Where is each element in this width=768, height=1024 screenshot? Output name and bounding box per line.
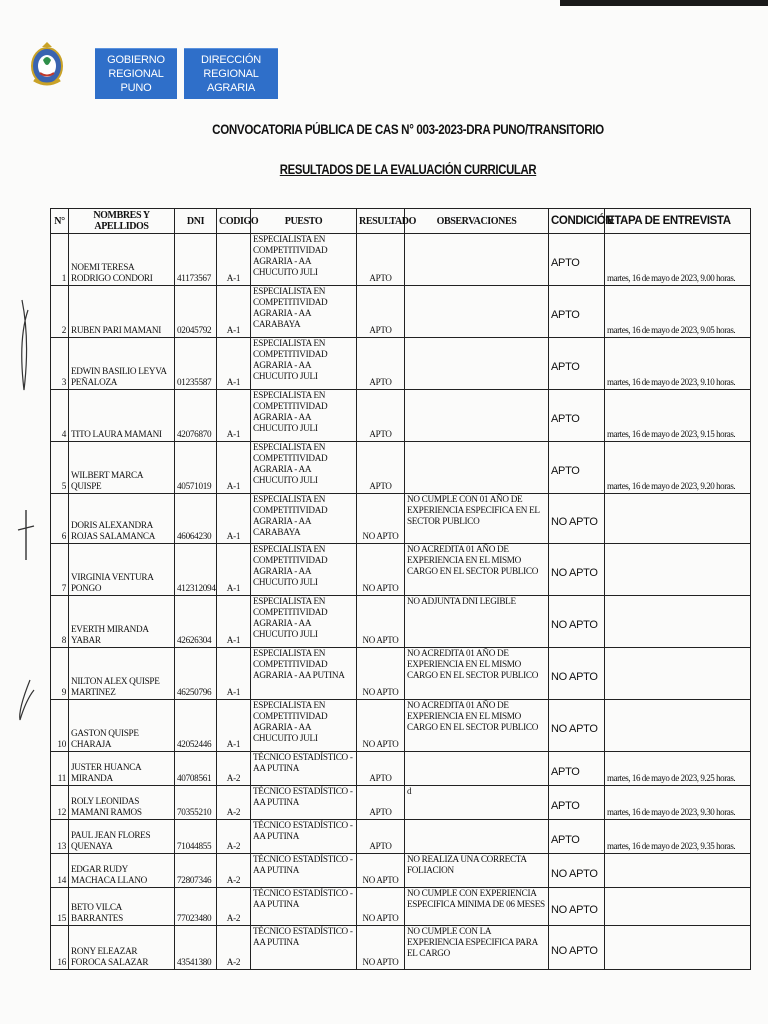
cell-nombre: NOEMI TERESA RODRIGO CONDORI — [69, 234, 175, 286]
cell-puesto: ESPECIALISTA EN COMPETITIVIDAD AGRARIA - AA CHUCUITO JULI — [251, 390, 357, 442]
cell-puesto: ESPECIALISTA EN COMPETITIVIDAD AGRARIA - AA CARABAYA — [251, 286, 357, 338]
cell-resultado: NO APTO — [357, 700, 405, 752]
cell-etapa: martes, 16 de mayo de 2023, 9.05 horas. — [605, 286, 751, 338]
cell-etapa — [605, 596, 751, 648]
cell-nombre: WILBERT MARCA QUISPE — [69, 442, 175, 494]
cell-resultado: APTO — [357, 286, 405, 338]
cell-nombre: VIRGINIA VENTURA PONGO — [69, 544, 175, 596]
cell-codigo: A-1 — [217, 544, 251, 596]
cell-n: 13 — [51, 820, 69, 854]
table-row — [51, 390, 751, 442]
cell-puesto: ESPECIALISTA EN COMPETITIVIDAD AGRARIA - AA CHUCUITO JULI — [251, 596, 357, 648]
cell-obs: NO CUMPLE CON 01 AÑO DE EXPERIENCIA ESPECIFICA EN EL SECTOR PUBLICO — [405, 494, 549, 544]
cell-n: 5 — [51, 442, 69, 494]
cell-etapa: martes, 16 de mayo de 2023, 9.15 horas. — [605, 390, 751, 442]
cell-condicion: NO APTO — [549, 648, 605, 700]
cell-n: 15 — [51, 888, 69, 926]
cell-obs: NO ACREDITA 01 AÑO DE EXPERIENCIA EN EL MISMO CARGO EN EL SECTOR PUBLICO — [405, 700, 549, 752]
cell-nombre: ROLY LEONIDAS MAMANI RAMOS — [69, 786, 175, 820]
cell-resultado: APTO — [357, 390, 405, 442]
cell-resultado: NO APTO — [357, 596, 405, 648]
column-header: N° — [51, 209, 69, 234]
cell-obs — [405, 752, 549, 786]
cell-nombre: EDGAR RUDY MACHACA LLANO — [69, 854, 175, 888]
cell-etapa: martes, 16 de mayo de 2023, 9.35 horas. — [605, 820, 751, 854]
cell-n: 12 — [51, 786, 69, 820]
cell-nombre: BETO VILCA BARRANTES — [69, 888, 175, 926]
cell-etapa — [605, 700, 751, 752]
cell-obs: NO ACREDITA 01 AÑO DE EXPERIENCIA EN EL MISMO CARGO EN EL SECTOR PUBLICO — [405, 544, 549, 596]
table-row — [51, 234, 751, 286]
cell-n: 11 — [51, 752, 69, 786]
column-header: CODIGO — [217, 209, 251, 234]
cell-dni: 41173567 — [175, 234, 217, 286]
cell-dni: 71044855 — [175, 820, 217, 854]
cell-resultado: APTO — [357, 442, 405, 494]
cell-codigo: A-1 — [217, 494, 251, 544]
cell-resultado: APTO — [357, 752, 405, 786]
cell-obs — [405, 442, 549, 494]
cell-condicion: APTO — [549, 338, 605, 390]
cell-etapa — [605, 648, 751, 700]
gobierno-regional-badge — [95, 48, 177, 99]
cell-dni: 02045792 — [175, 286, 217, 338]
cell-n: 6 — [51, 494, 69, 544]
cell-codigo: A-1 — [217, 286, 251, 338]
column-header: OBSERVACIONES — [405, 209, 549, 234]
cell-codigo: A-1 — [217, 234, 251, 286]
cell-etapa: martes, 16 de mayo de 2023, 9.25 horas. — [605, 752, 751, 786]
cell-n: 16 — [51, 926, 69, 970]
cell-n: 10 — [51, 700, 69, 752]
cell-condicion: NO APTO — [549, 888, 605, 926]
cell-condicion: NO APTO — [549, 926, 605, 970]
regional-seal-icon — [30, 40, 64, 90]
badge-line: REGIONAL AGRARIA — [203, 68, 259, 94]
cell-puesto: TÉCNICO ESTADÍSTICO - AA PUTINA — [251, 926, 357, 970]
table-row — [51, 786, 751, 820]
cell-nombre: PAUL JEAN FLORES QUENAYA — [69, 820, 175, 854]
cell-resultado: APTO — [357, 820, 405, 854]
cell-puesto: TÉCNICO ESTADÍSTICO - AA PUTINA — [251, 752, 357, 786]
cell-puesto: ESPECIALISTA EN COMPETITIVIDAD AGRARIA - AA CHUCUITO JULI — [251, 338, 357, 390]
cell-dni: 72807346 — [175, 854, 217, 888]
cell-dni: 43541380 — [175, 926, 217, 970]
cell-puesto: ESPECIALISTA EN COMPETITIVIDAD AGRARIA - AA CARABAYA — [251, 494, 357, 544]
cell-n: 9 — [51, 648, 69, 700]
cell-n: 4 — [51, 390, 69, 442]
badge-line: GOBIERNO — [107, 54, 165, 66]
cell-condicion: APTO — [549, 786, 605, 820]
cell-obs — [405, 390, 549, 442]
cell-resultado: NO APTO — [357, 926, 405, 970]
table-row — [51, 494, 751, 544]
table-row — [51, 926, 751, 970]
table-row — [51, 820, 751, 854]
cell-nombre: GASTON QUISPE CHARAJA — [69, 700, 175, 752]
table-row — [51, 286, 751, 338]
cell-condicion: APTO — [549, 234, 605, 286]
cell-dni: 412312094 — [175, 544, 217, 596]
cell-condicion: NO APTO — [549, 494, 605, 544]
table-row — [51, 648, 751, 700]
cell-etapa — [605, 926, 751, 970]
cell-etapa — [605, 888, 751, 926]
column-header: RESULTADO — [357, 209, 405, 234]
table-row — [51, 700, 751, 752]
cell-n: 2 — [51, 286, 69, 338]
cell-condicion: APTO — [549, 820, 605, 854]
cell-obs — [405, 286, 549, 338]
cell-codigo: A-1 — [217, 700, 251, 752]
cell-nombre: RUBEN PARI MAMANI — [69, 286, 175, 338]
cell-condicion: NO APTO — [549, 700, 605, 752]
cell-obs — [405, 820, 549, 854]
column-header: DNI — [175, 209, 217, 234]
table-row — [51, 854, 751, 888]
cell-nombre: RONY ELEAZAR FOROCA SALAZAR — [69, 926, 175, 970]
cell-obs: NO CUMPLE CON EXPERIENCIA ESPECIFICA MINIMA DE 06 MESES — [405, 888, 549, 926]
cell-codigo: A-1 — [217, 390, 251, 442]
cell-puesto: TÉCNICO ESTADÍSTICO - AA PUTINA — [251, 820, 357, 854]
cell-obs: NO CUMPLE CON LA EXPERIENCIA ESPECIFICA PARA EL CARGO — [405, 926, 549, 970]
cell-codigo: A-1 — [217, 596, 251, 648]
cell-n: 8 — [51, 596, 69, 648]
cell-dni: 01235587 — [175, 338, 217, 390]
cell-n: 7 — [51, 544, 69, 596]
cell-puesto: ESPECIALISTA EN COMPETITIVIDAD AGRARIA - AA CHUCUITO JULI — [251, 700, 357, 752]
cell-n: 1 — [51, 234, 69, 286]
table-row — [51, 442, 751, 494]
results-table — [50, 208, 751, 970]
cell-codigo: A-2 — [217, 820, 251, 854]
cell-etapa: martes, 16 de mayo de 2023, 9.10 horas. — [605, 338, 751, 390]
cell-obs: NO ADJUNTA DNI LEGIBLE — [405, 596, 549, 648]
handwritten-signature — [0, 280, 50, 740]
column-header: NOMBRES Y APELLIDOS — [69, 209, 175, 234]
cell-codigo: A-2 — [217, 854, 251, 888]
cell-resultado: NO APTO — [357, 648, 405, 700]
cell-dni: 42076870 — [175, 390, 217, 442]
badge-line: REGIONAL PUNO — [108, 68, 164, 94]
cell-nombre: DORIS ALEXANDRA ROJAS SALAMANCA — [69, 494, 175, 544]
cell-condicion: APTO — [549, 286, 605, 338]
cell-condicion: NO APTO — [549, 544, 605, 596]
cell-nombre: JUSTER HUANCA MIRANDA — [69, 752, 175, 786]
cell-etapa: martes, 16 de mayo de 2023, 9.00 horas. — [605, 234, 751, 286]
document-title: CONVOCATORIA PÚBLICA DE CAS N° 003-2023-DRA PUNO/TRANSITORIO — [212, 122, 604, 137]
cell-obs: NO ACREDITA 01 AÑO DE EXPERIENCIA EN EL MISMO CARGO EN EL SECTOR PUBLICO — [405, 648, 549, 700]
cell-codigo: A-2 — [217, 926, 251, 970]
cell-codigo: A-2 — [217, 888, 251, 926]
cell-resultado: NO APTO — [357, 854, 405, 888]
cell-obs — [405, 234, 549, 286]
cell-codigo: A-2 — [217, 786, 251, 820]
cell-puesto: TÉCNICO ESTADÍSTICO - AA PUTINA — [251, 854, 357, 888]
cell-resultado: APTO — [357, 234, 405, 286]
cell-resultado: NO APTO — [357, 494, 405, 544]
cell-obs: d — [405, 786, 549, 820]
cell-dni: 42052446 — [175, 700, 217, 752]
cell-etapa: martes, 16 de mayo de 2023, 9.30 horas. — [605, 786, 751, 820]
cell-condicion: APTO — [549, 752, 605, 786]
cell-condicion: NO APTO — [549, 596, 605, 648]
cell-etapa: martes, 16 de mayo de 2023, 9.20 horas. — [605, 442, 751, 494]
cell-nombre: NILTON ALEX QUISPE MARTINEZ — [69, 648, 175, 700]
cell-puesto: ESPECIALISTA EN COMPETITIVIDAD AGRARIA - AA CHUCUITO JULI — [251, 234, 357, 286]
cell-codigo: A-2 — [217, 752, 251, 786]
table-row — [51, 596, 751, 648]
cell-obs — [405, 338, 549, 390]
cell-dni: 40708561 — [175, 752, 217, 786]
column-header: PUESTO — [251, 209, 357, 234]
cell-nombre: EDWIN BASILIO LEYVA PEÑALOZA — [69, 338, 175, 390]
cell-condicion: NO APTO — [549, 854, 605, 888]
table-row — [51, 544, 751, 596]
cell-nombre: EVERTH MIRANDA YABAR — [69, 596, 175, 648]
cell-codigo: A-1 — [217, 338, 251, 390]
document-subtitle: RESULTADOS DE LA EVALUACIÓN CURRICULAR — [279, 162, 537, 177]
direccion-regional-badge — [184, 48, 278, 99]
cell-puesto: ESPECIALISTA EN COMPETITIVIDAD AGRARIA - AA CHUCUITO JULI — [251, 442, 357, 494]
cell-etapa — [605, 854, 751, 888]
table-row — [51, 338, 751, 390]
cell-resultado: NO APTO — [357, 544, 405, 596]
badge-line: DIRECCIÓN — [201, 54, 261, 66]
cell-puesto: ESPECIALISTA EN COMPETITIVIDAD AGRARIA - AA PUTINA — [251, 648, 357, 700]
table-row — [51, 888, 751, 926]
cell-resultado: APTO — [357, 786, 405, 820]
cell-dni: 42626304 — [175, 596, 217, 648]
cell-puesto: ESPECIALISTA EN COMPETITIVIDAD AGRARIA - AA CHUCUITO JULI — [251, 544, 357, 596]
cell-nombre: TITO LAURA MAMANI — [69, 390, 175, 442]
cell-condicion: APTO — [549, 442, 605, 494]
column-header: CONDICIÓN — [549, 209, 605, 234]
cell-resultado: NO APTO — [357, 888, 405, 926]
cell-n: 3 — [51, 338, 69, 390]
cell-n: 14 — [51, 854, 69, 888]
cell-puesto: TÉCNICO ESTADÍSTICO - AA PUTINA — [251, 888, 357, 926]
cell-condicion: APTO — [549, 390, 605, 442]
cell-etapa — [605, 544, 751, 596]
cell-etapa — [605, 494, 751, 544]
cell-codigo: A-1 — [217, 442, 251, 494]
scan-edge-line — [560, 0, 768, 6]
table-row — [51, 752, 751, 786]
cell-dni: 46064230 — [175, 494, 217, 544]
cell-dni: 77023480 — [175, 888, 217, 926]
cell-codigo: A-1 — [217, 648, 251, 700]
table-header-row — [51, 209, 751, 234]
cell-resultado: APTO — [357, 338, 405, 390]
cell-puesto: TÉCNICO ESTADÍSTICO - AA PUTINA — [251, 786, 357, 820]
cell-dni: 40571019 — [175, 442, 217, 494]
cell-dni: 46250796 — [175, 648, 217, 700]
cell-dni: 70355210 — [175, 786, 217, 820]
column-header: ETAPA DE ENTREVISTA — [605, 209, 751, 234]
cell-obs: NO REALIZA UNA CORRECTA FOLIACION — [405, 854, 549, 888]
